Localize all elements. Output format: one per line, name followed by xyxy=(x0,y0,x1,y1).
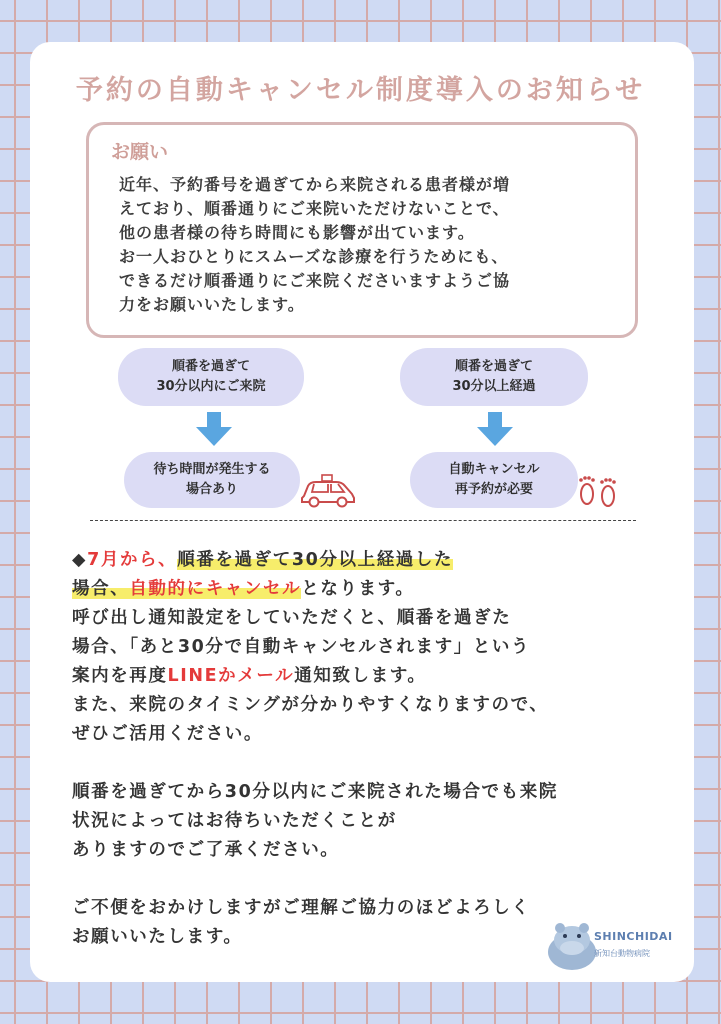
flow-text: 順番を過ぎて xyxy=(454,359,533,374)
paragraph-1-line-1 xyxy=(72,546,652,575)
line-or-mail-text: LINEかメール xyxy=(167,666,295,686)
flow-text: 30分以上経過 xyxy=(452,379,536,394)
request-line: できるだけ順番通りにご来院くださいますようご協 xyxy=(119,271,511,290)
text-line: 場合、「あと30分で自動キャンセルされます」という xyxy=(72,637,531,657)
text-line: ぜひご活用ください。 xyxy=(72,724,263,744)
flow-text: 自動キャンセル xyxy=(448,462,540,477)
paragraph-1-line-2 xyxy=(72,575,652,604)
request-line: 他の患者様の待ち時間にも影響が出ています。 xyxy=(119,223,475,242)
text-line: ありますのでご了承ください。 xyxy=(72,840,340,860)
flow-left-bottom xyxy=(124,452,300,508)
text: となります。 xyxy=(301,579,415,599)
car-icon xyxy=(298,470,358,510)
request-box xyxy=(86,122,638,338)
flow-text: 待ち時間が発生する xyxy=(153,462,271,477)
flow-text: 再予約が必要 xyxy=(454,482,533,497)
text-line: 順番を過ぎてから30分以内にご来院された場合でも来院 xyxy=(72,782,558,802)
request-line: えており、順番通りにご来院いただけないことで、 xyxy=(119,199,510,218)
text-line: 呼び出し通知設定をしていただくと、順番を過ぎた xyxy=(72,608,512,628)
request-line: お一人おひとりにスムーズな診療を行うためにも、 xyxy=(119,247,509,266)
text-line: ご不便をおかけしますがご理解ご協力のほどよろしく xyxy=(72,898,531,918)
logo-sub: 新知台動物病院 xyxy=(594,949,650,958)
flow-text: 順番を過ぎて xyxy=(171,359,250,374)
text-line xyxy=(72,662,652,691)
flow-text: 場合あり xyxy=(185,482,238,497)
request-line: 力をお願いいたします。 xyxy=(119,295,305,314)
start-date: 7月から、 xyxy=(87,550,178,570)
request-heading: お願い xyxy=(111,141,169,163)
arrow-down-icon xyxy=(477,412,513,446)
hippo-icon xyxy=(542,916,602,976)
text-line: また、来院のタイミングが分かりやすくなりますので、 xyxy=(72,695,549,715)
divider xyxy=(90,520,636,521)
flow-right-top xyxy=(400,348,588,406)
clinic-logo xyxy=(542,916,673,976)
request-line: 近年、予約番号を過ぎてから来院される患者様が増 xyxy=(119,175,511,194)
diamond-bullet: ◆ xyxy=(72,550,88,570)
request-body xyxy=(119,173,609,317)
flow-right-bottom xyxy=(410,452,578,508)
arrow-down-icon xyxy=(196,412,232,446)
flow-text: 30分以内にご来院 xyxy=(156,379,266,394)
text-line: 状況によってはお待ちいただくことが xyxy=(72,811,397,831)
text: 案内を再度 xyxy=(72,666,168,686)
logo-name: SHINCHIDAI xyxy=(594,930,673,943)
page-title: 予約の自動キャンセル制度導入のお知らせ xyxy=(75,75,646,106)
highlight-text: 順番を過ぎて30分以上経過した xyxy=(177,550,454,570)
footprints-icon xyxy=(575,472,621,508)
flow-left-top xyxy=(118,348,304,406)
auto-cancel-text: 自動的にキャンセル xyxy=(129,579,302,599)
text: 通知致します。 xyxy=(294,666,427,686)
highlight-text: 場合、 xyxy=(72,579,130,599)
text-line: お願いいたします。 xyxy=(72,927,243,947)
main-text xyxy=(72,546,652,952)
